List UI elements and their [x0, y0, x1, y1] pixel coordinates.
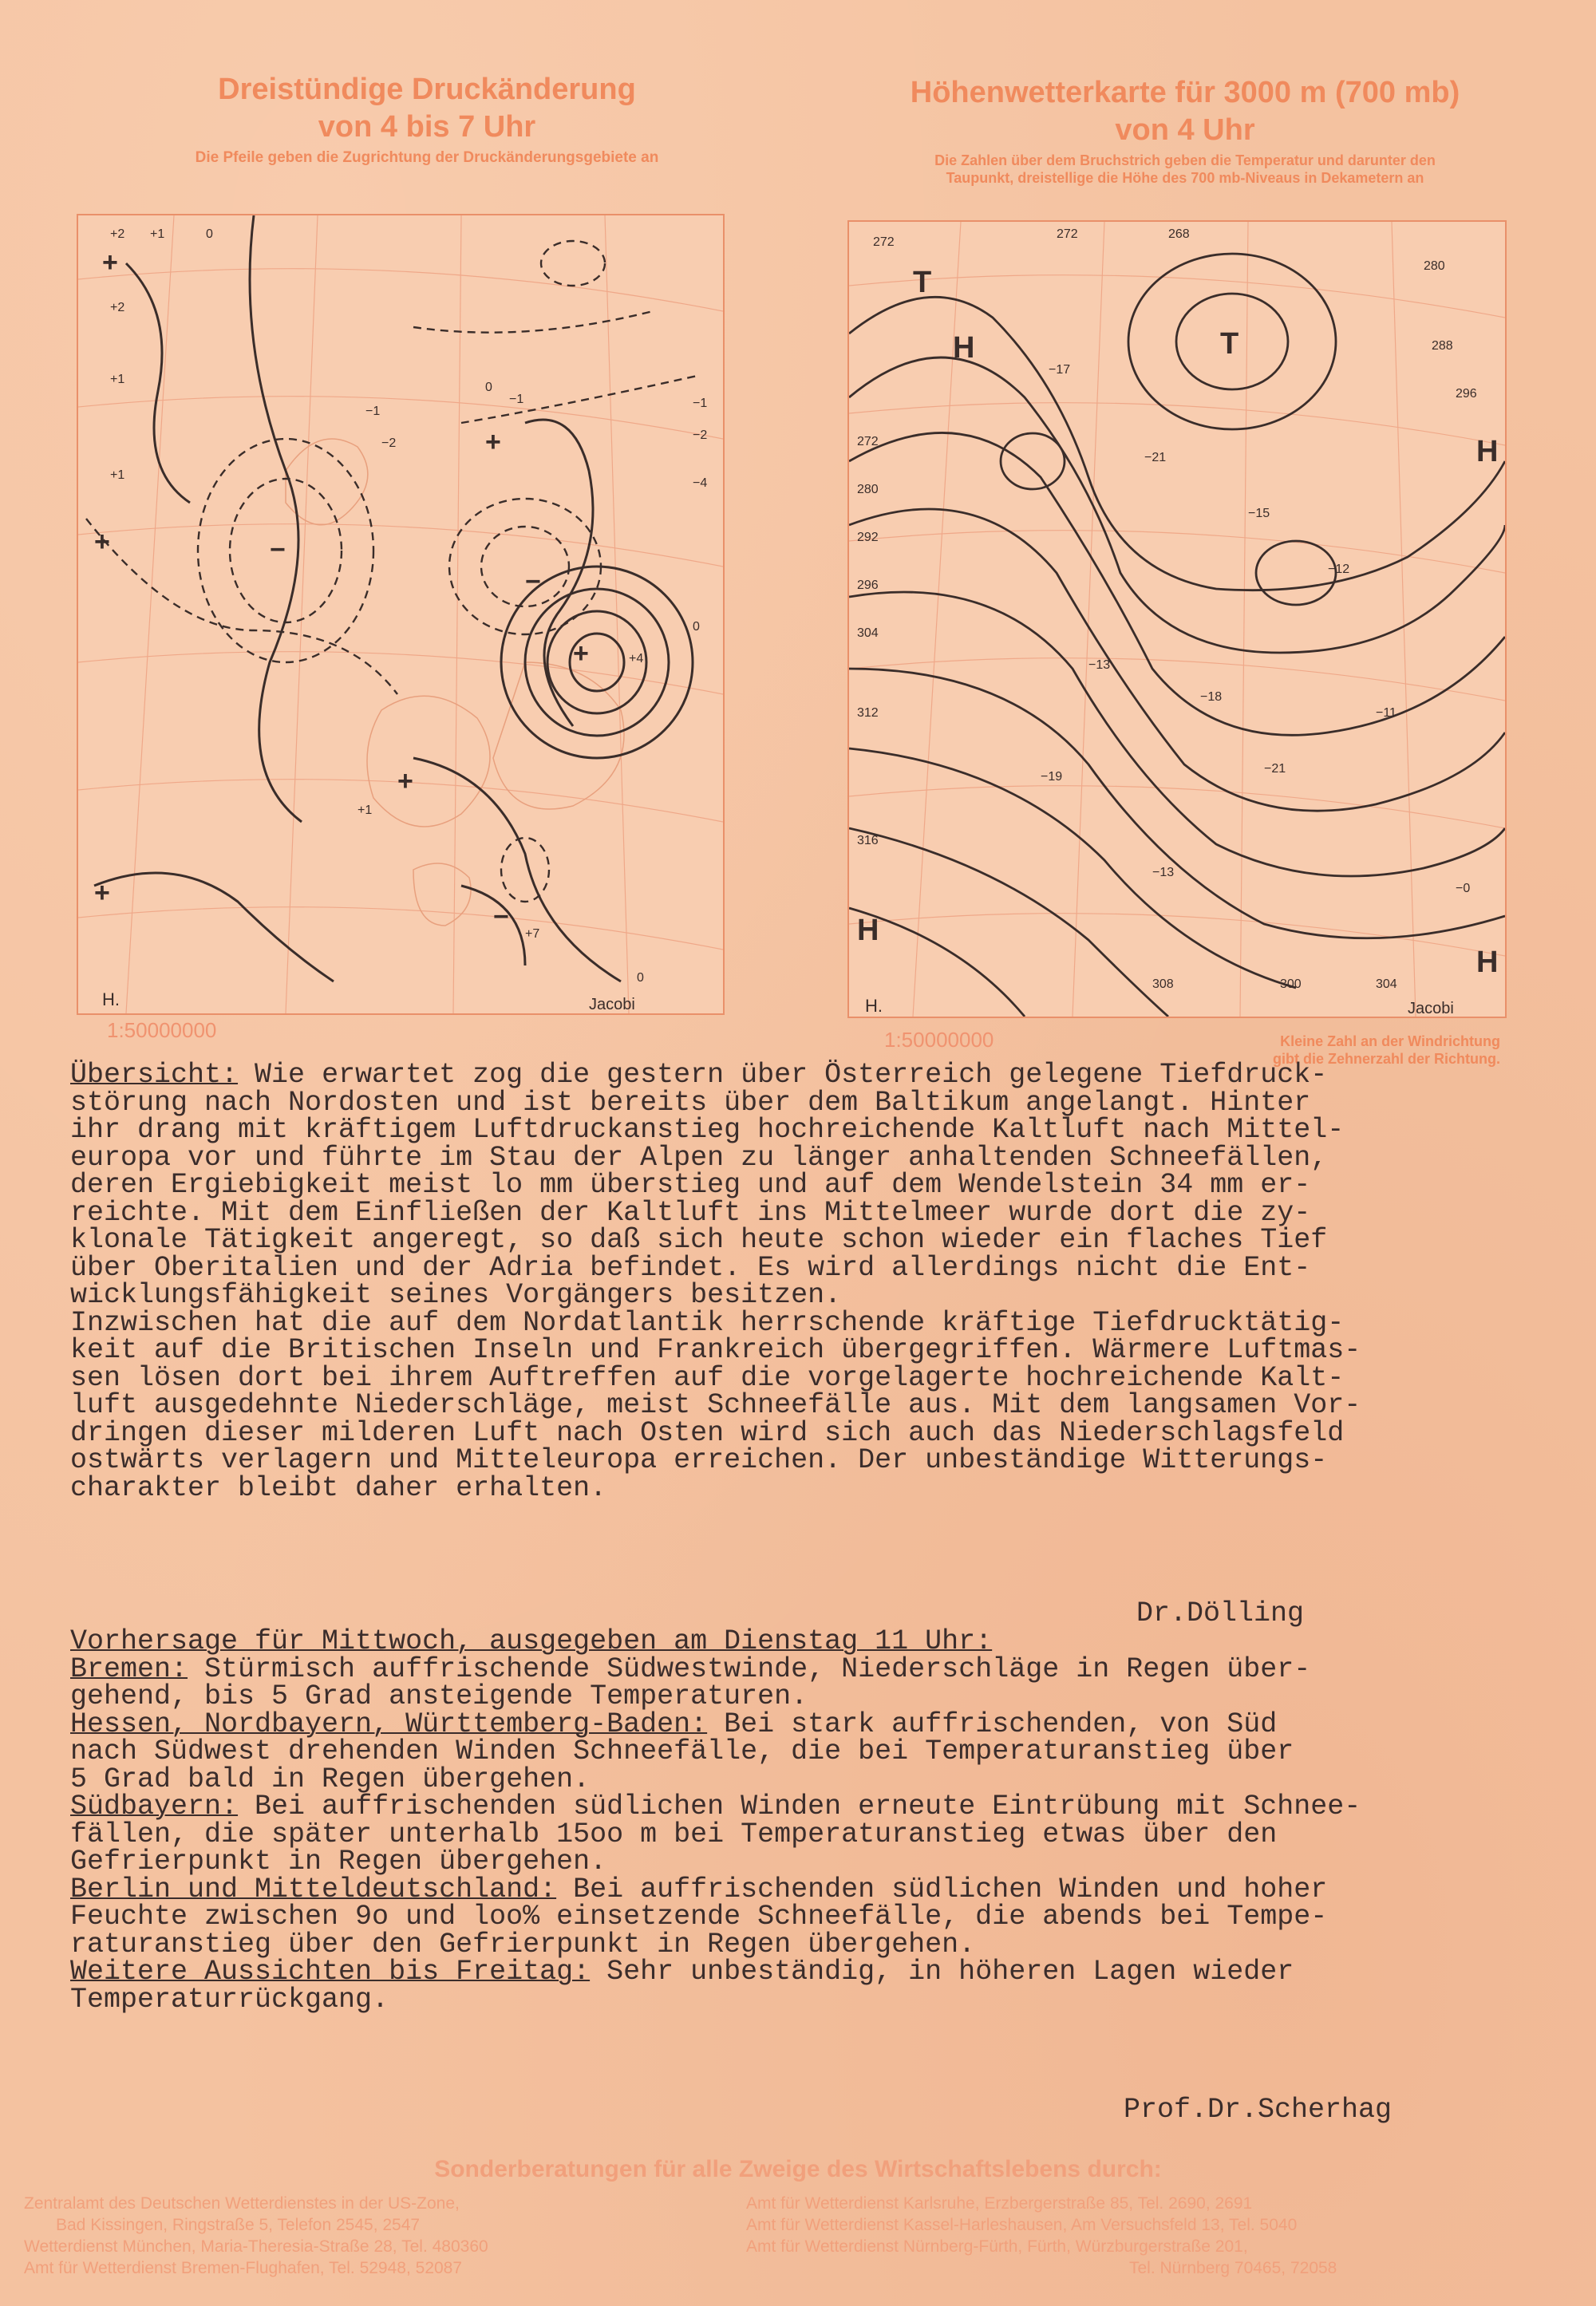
forecast-line: Temperaturrückgang.: [70, 1983, 389, 2016]
svg-text:−18: −18: [1200, 690, 1223, 704]
left-map-note: Die Pfeile geben die Zugrichtung der Druckänderungsgebiete an: [195, 149, 659, 166]
svg-text:280: 280: [1424, 259, 1445, 273]
right-map-subtitle: von 4 Uhr: [1115, 113, 1255, 147]
footer-address: Zentralamt des Deutschen Wetterdienstes in der US-Zone,: [24, 2194, 460, 2213]
wind-note-line1: Kleine Zahl an der Windrichtung: [1280, 1033, 1500, 1049]
svg-text:−: −: [493, 902, 509, 932]
svg-text:304: 304: [1376, 977, 1397, 991]
svg-text:−13: −13: [1152, 866, 1175, 879]
svg-text:+: +: [573, 638, 589, 669]
forecast-line: 5 Grad bald in Regen übergehen.: [70, 1763, 591, 1795]
isallobar-solid-lines: [94, 215, 693, 981]
svg-text:−12: −12: [1328, 563, 1350, 576]
overview-line: wicklungsfähigkeit seines Vorgängers besitzen.: [70, 1279, 842, 1311]
svg-text:+: +: [94, 527, 110, 557]
svg-text:+4: +4: [629, 652, 644, 665]
svg-text:272: 272: [1057, 227, 1078, 241]
overview-line: über Oberitalien und der Adria befindet. Es wird allerdings nicht die Ent-: [70, 1251, 1311, 1284]
svg-text:−1: −1: [693, 397, 708, 410]
overview-line: störung nach Nordosten und ist bereits über dem Baltikum angelangt. Hinter: [70, 1086, 1311, 1119]
svg-text:0: 0: [693, 620, 700, 634]
signature-doelling: Dr.Dölling: [1136, 1597, 1305, 1629]
svg-text:+: +: [94, 878, 110, 908]
overview-line: deren Ergiebigkeit meist lo mm überstieg und auf dem Wendelstein 34 mm er-: [70, 1169, 1311, 1201]
right-map-corner-mark: H.: [865, 996, 883, 1016]
forecast-line: Südbayern: Bei auffrischenden südlichen Winden erneute Eintrübung mit Schnee-: [70, 1791, 1361, 1822]
forecast-line: Berlin und Mitteldeutschland: Bei auffrischenden südlichen Winden und hoher: [70, 1873, 1328, 1905]
right-map-header: [846, 73, 1524, 187]
overview-line: sen lösen dort bei ihrem Auftreffen auf die vorgelagerte hochreichende Kalt-: [70, 1361, 1345, 1394]
region-bremen: Bremen:: [70, 1653, 188, 1685]
svg-text:−4: −4: [693, 476, 708, 490]
forecast-heading: Vorhersage für Mittwoch, ausgegeben am Dienstag 11 Uhr:: [70, 1625, 993, 1657]
svg-text:−21: −21: [1144, 451, 1167, 464]
forecast-line: nach Südwest drehenden Winden Schneefälle, die bei Temperaturanstieg über: [70, 1735, 1294, 1767]
svg-text:288: 288: [1432, 339, 1453, 353]
signature-scherhag: Prof.Dr.Scherhag: [1124, 2094, 1393, 2126]
svg-text:296: 296: [857, 578, 879, 592]
svg-text:316: 316: [857, 834, 879, 847]
svg-text:−2: −2: [693, 428, 708, 442]
forecast-line: raturanstieg über den Gefrierpunkt in Regen übergehen.: [70, 1928, 976, 1960]
overview-line: dringen dieser milderen Luft nach Osten wird sich auch das Niederschlagsfeld: [70, 1416, 1345, 1449]
svg-text:T: T: [913, 266, 932, 299]
height-contours: [849, 254, 1505, 1017]
svg-text:−: −: [525, 567, 541, 597]
svg-text:300: 300: [1280, 977, 1302, 991]
region-hessen: Hessen, Nordbayern, Württemberg-Baden:: [70, 1708, 708, 1740]
footer-address: Amt für Wetterdienst Nürnberg-Fürth, Fürth, Würzburgerstraße 201,: [746, 2237, 1248, 2256]
svg-text:312: 312: [857, 706, 879, 720]
svg-text:−15: −15: [1248, 507, 1270, 520]
upper-air-map-drawing: [849, 222, 1505, 1017]
footer-address: Amt für Wetterdienst Kassel-Harleshausen, Am Versuchsfeld 13, Tel. 5040: [746, 2216, 1298, 2234]
svg-text:−1: −1: [365, 405, 381, 418]
svg-text:0: 0: [485, 381, 492, 394]
forecast-line: Hessen, Nordbayern, Württemberg-Baden: Bei stark auffrischenden, von Süd: [70, 1708, 1278, 1740]
forecast-line: Bremen: Stürmisch auffrischende Südwestwinde, Niederschläge in Regen über-: [70, 1653, 1311, 1685]
svg-text:T: T: [1220, 327, 1239, 361]
forecast-section: [70, 1625, 1555, 2016]
overview-line: keit auf die Britischen Inseln und Frankreich übergegriffen. Wärmere Luftmas-: [70, 1334, 1361, 1366]
forecast-line: Weitere Aussichten bis Freitag: Sehr unbeständig, in höheren Lagen wieder: [70, 1956, 1294, 1988]
svg-text:272: 272: [873, 235, 895, 249]
svg-text:+1: +1: [358, 804, 373, 817]
svg-text:268: 268: [1168, 227, 1190, 241]
svg-text:+1: +1: [110, 468, 125, 482]
upper-air-map: [847, 220, 1507, 1018]
left-map-author: Jacobi: [589, 996, 635, 1013]
svg-text:+: +: [397, 766, 413, 796]
footer-address: Wetterdienst München, Maria-Theresia-Straße 28, Tel. 480360: [24, 2237, 488, 2256]
forecast-line: gehend, bis 5 Grad ansteigende Temperaturen.: [70, 1680, 808, 1712]
svg-text:0: 0: [206, 227, 213, 241]
right-map-scale: 1:50000000: [884, 1028, 994, 1052]
footer-right-column: [746, 2193, 1576, 2279]
footer-address: Bad Kissingen, Ringstraße 5, Telefon 2545, 2547: [56, 2216, 421, 2234]
svg-text:292: 292: [857, 531, 879, 544]
footer-address: Tel. Nürnberg 70465, 72058: [1129, 2259, 1337, 2277]
footer-left-column: [24, 2193, 742, 2279]
map-grid-lines: [78, 215, 723, 1013]
footer-address: Amt für Wetterdienst Bremen-Flughafen, Tel. 52948, 52087: [24, 2259, 463, 2277]
overview-heading: Übersicht:: [70, 1059, 239, 1091]
outlook-heading: Weitere Aussichten bis Freitag:: [70, 1956, 591, 1988]
svg-text:+1: +1: [110, 373, 125, 386]
svg-text:+1: +1: [150, 227, 165, 241]
right-map-note-line1: Die Zahlen über dem Bruchstrich geben die Temperatur und darunter den: [934, 152, 1436, 168]
forecast-line: fällen, die später unterhalb 15oo m bei Temperaturanstieg etwas über den: [70, 1818, 1278, 1850]
svg-text:272: 272: [857, 435, 879, 448]
map-numbers: [110, 227, 707, 985]
left-map-title: Dreistündige Druckänderung: [218, 73, 636, 106]
forecast-line: Feuchte zwischen 9o und loo% einsetzende Schneefälle, die abends bei Tempe-: [70, 1901, 1328, 1933]
forecast-line: Gefrierpunkt in Regen übergehen.: [70, 1846, 607, 1878]
svg-text:−17: −17: [1049, 363, 1071, 377]
svg-text:+: +: [102, 247, 118, 278]
region-berlin: Berlin und Mitteldeutschland:: [70, 1873, 557, 1905]
region-suedbayern: Südbayern:: [70, 1791, 239, 1822]
left-map-corner-mark: H.: [102, 989, 120, 1009]
svg-text:−2: −2: [381, 436, 397, 450]
svg-text:H: H: [857, 914, 879, 947]
station-values: [857, 227, 1477, 991]
footer-address: Amt für Wetterdienst Karlsruhe, Erzbergerstraße 85, Tel. 2690, 2691: [746, 2194, 1253, 2213]
overview-line: ihr drang mit kräftigem Luftdruckanstieg hochreichende Kaltluft nach Mittel-: [70, 1114, 1345, 1146]
svg-text:H: H: [1476, 946, 1499, 979]
svg-text:−21: −21: [1264, 762, 1286, 776]
svg-text:−13: −13: [1088, 658, 1111, 672]
pressure-change-map: [77, 214, 725, 1015]
left-map-scale: 1:50000000: [107, 1018, 217, 1042]
overview-line: luft ausgedehnte Niederschläge, meist Schneefälle aus. Mit dem langsamen Vor-: [70, 1389, 1361, 1421]
overview-line: charakter bleibt daher erhalten.: [70, 1471, 607, 1504]
pressure-change-map-drawing: [78, 215, 723, 1013]
svg-text:−19: −19: [1041, 770, 1063, 784]
overview-section: [70, 1061, 1555, 1502]
overview-line: klonale Tätigkeit angeregt, so daß sich heute schon wieder ein flaches Tief: [70, 1224, 1328, 1256]
svg-text:−: −: [270, 535, 286, 565]
overview-line: europa vor und führte im Stau der Alpen zu länger anhaltenden Schneefällen,: [70, 1141, 1328, 1174]
left-map-subtitle: von 4 bis 7 Uhr: [318, 110, 536, 144]
overview-line: reichte. Mit dem Einfließen der Kaltluft ins Mittelmeer wurde dort die zy-: [70, 1196, 1311, 1229]
footer-title: Sonderberatungen für alle Zweige des Wirtschaftslebens durch:: [434, 2156, 1162, 2182]
svg-text:308: 308: [1152, 977, 1174, 991]
svg-text:+7: +7: [525, 927, 540, 941]
right-map-note-line2: Taupunkt, dreistellige die Höhe des 700 mb-Niveaus in Dekametern an: [946, 170, 1424, 186]
wind-note-line2: gibt die Zehnerzahl der Richtung.: [1272, 1051, 1500, 1067]
svg-text:−0: −0: [1456, 882, 1471, 895]
svg-text:+: +: [485, 427, 501, 457]
overview-line: Inzwischen hat die auf dem Nordatlantik herrschende kräftige Tiefdrucktätig-: [70, 1306, 1345, 1339]
svg-text:280: 280: [857, 483, 879, 496]
svg-text:304: 304: [857, 626, 879, 640]
overview-line: Übersicht: Wie erwartet zog die gestern über Österreich gelegene Tiefdruck-: [70, 1059, 1328, 1091]
svg-text:296: 296: [1456, 387, 1477, 401]
svg-text:−11: −11: [1376, 706, 1396, 720]
svg-text:H: H: [953, 331, 975, 365]
right-map-title: Höhenwetterkarte für 3000 m (700 mb): [910, 76, 1460, 109]
svg-text:+2: +2: [110, 301, 125, 314]
svg-text:−1: −1: [509, 393, 524, 406]
left-map-header: [80, 70, 774, 168]
svg-text:0: 0: [637, 971, 644, 985]
overview-line: ostwärts verlagern und Mitteleuropa erreichen. Der unbeständige Witterungs-: [70, 1444, 1328, 1476]
right-map-author: Jacobi: [1408, 1000, 1454, 1017]
svg-text:+2: +2: [110, 227, 125, 241]
svg-text:H: H: [1476, 435, 1499, 468]
